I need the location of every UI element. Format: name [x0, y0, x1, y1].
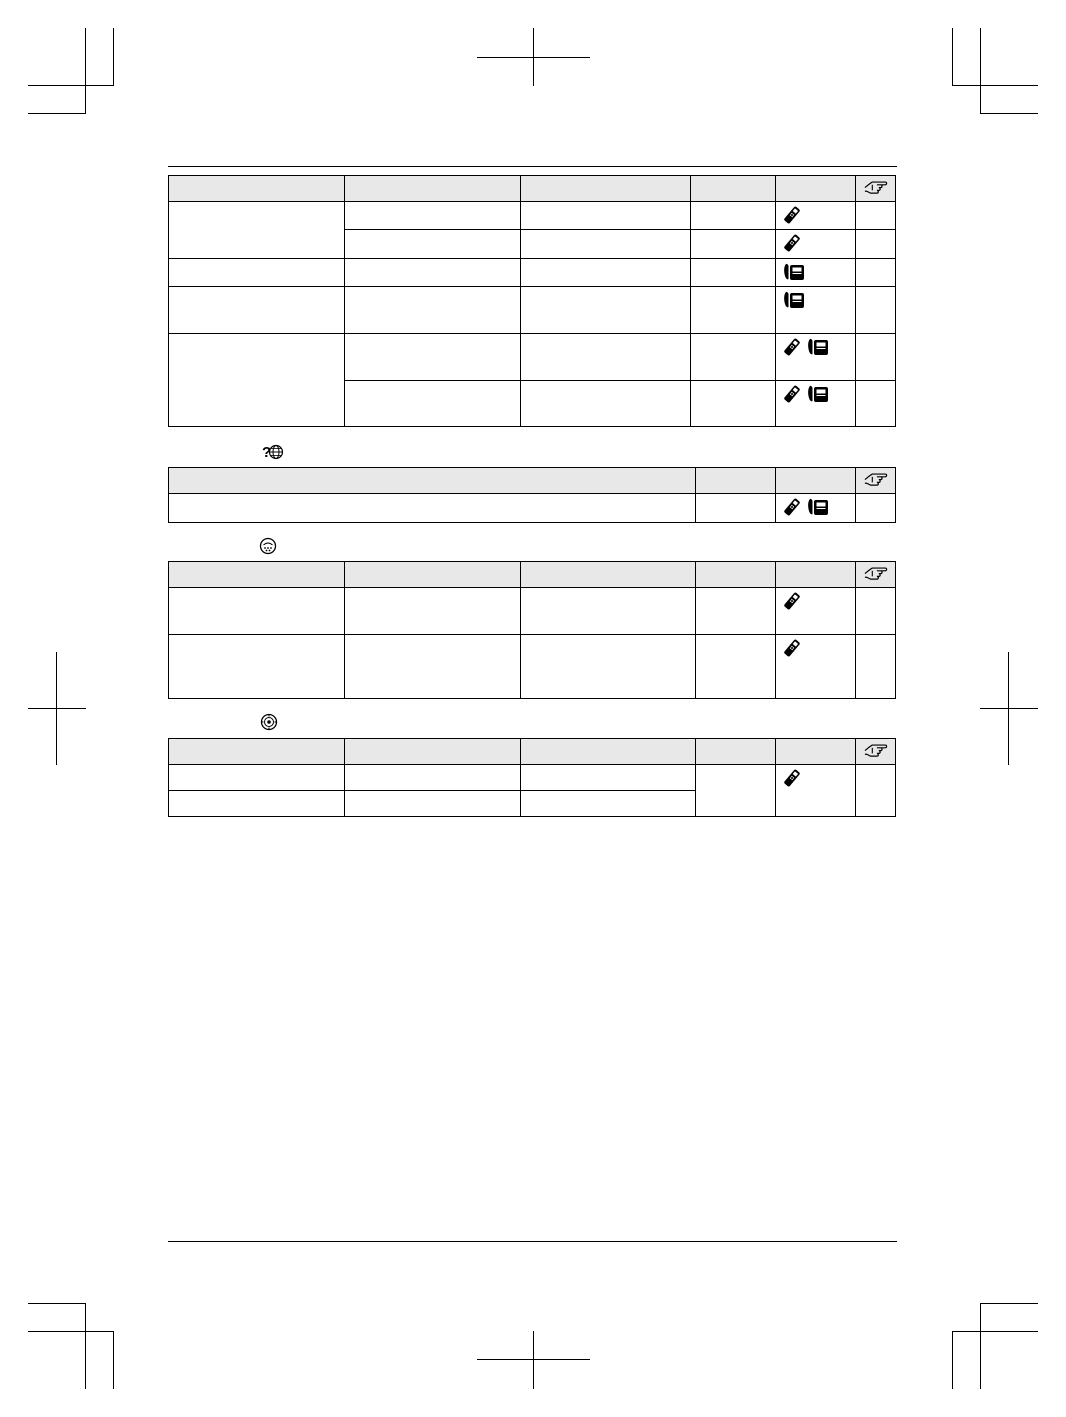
svg-text:?: ?	[262, 444, 272, 461]
dial-circle-icon	[259, 537, 277, 555]
table-row	[169, 259, 896, 287]
settings-table-1	[168, 175, 896, 427]
pointing-hand-icon	[856, 562, 896, 588]
base-unit-icon	[806, 337, 830, 357]
handset-icon	[782, 497, 802, 517]
handset-icon	[776, 202, 856, 230]
handset-icon	[782, 384, 802, 404]
question-globe-icon	[262, 443, 284, 461]
table-header-row	[169, 562, 896, 588]
settings-table-3	[168, 561, 896, 699]
table-header-row	[169, 739, 896, 765]
table-row	[169, 494, 896, 523]
handset-icon	[776, 230, 856, 259]
table-row	[169, 588, 896, 635]
table-row	[169, 334, 896, 381]
base-unit-icon	[776, 259, 856, 287]
table-row	[169, 765, 896, 791]
footer-rule	[168, 1241, 897, 1242]
table-header-row	[169, 176, 896, 202]
pointing-hand-icon	[856, 468, 896, 494]
handset-icon	[782, 337, 802, 357]
header-rule	[168, 166, 897, 167]
target-circle-icon	[260, 713, 278, 731]
handset-icon	[776, 635, 856, 699]
handset-icon	[776, 588, 856, 635]
table-row	[169, 635, 896, 699]
pointing-hand-icon	[856, 739, 896, 765]
pointing-hand-icon	[856, 176, 896, 202]
table-header-row	[169, 468, 896, 494]
base-unit-icon	[776, 287, 856, 334]
table-row	[169, 287, 896, 334]
base-unit-icon	[806, 497, 830, 517]
base-unit-icon	[806, 384, 830, 404]
table-row	[169, 202, 896, 230]
handset-icon	[776, 765, 856, 817]
settings-table-4	[168, 738, 896, 817]
settings-table-2	[168, 467, 896, 523]
